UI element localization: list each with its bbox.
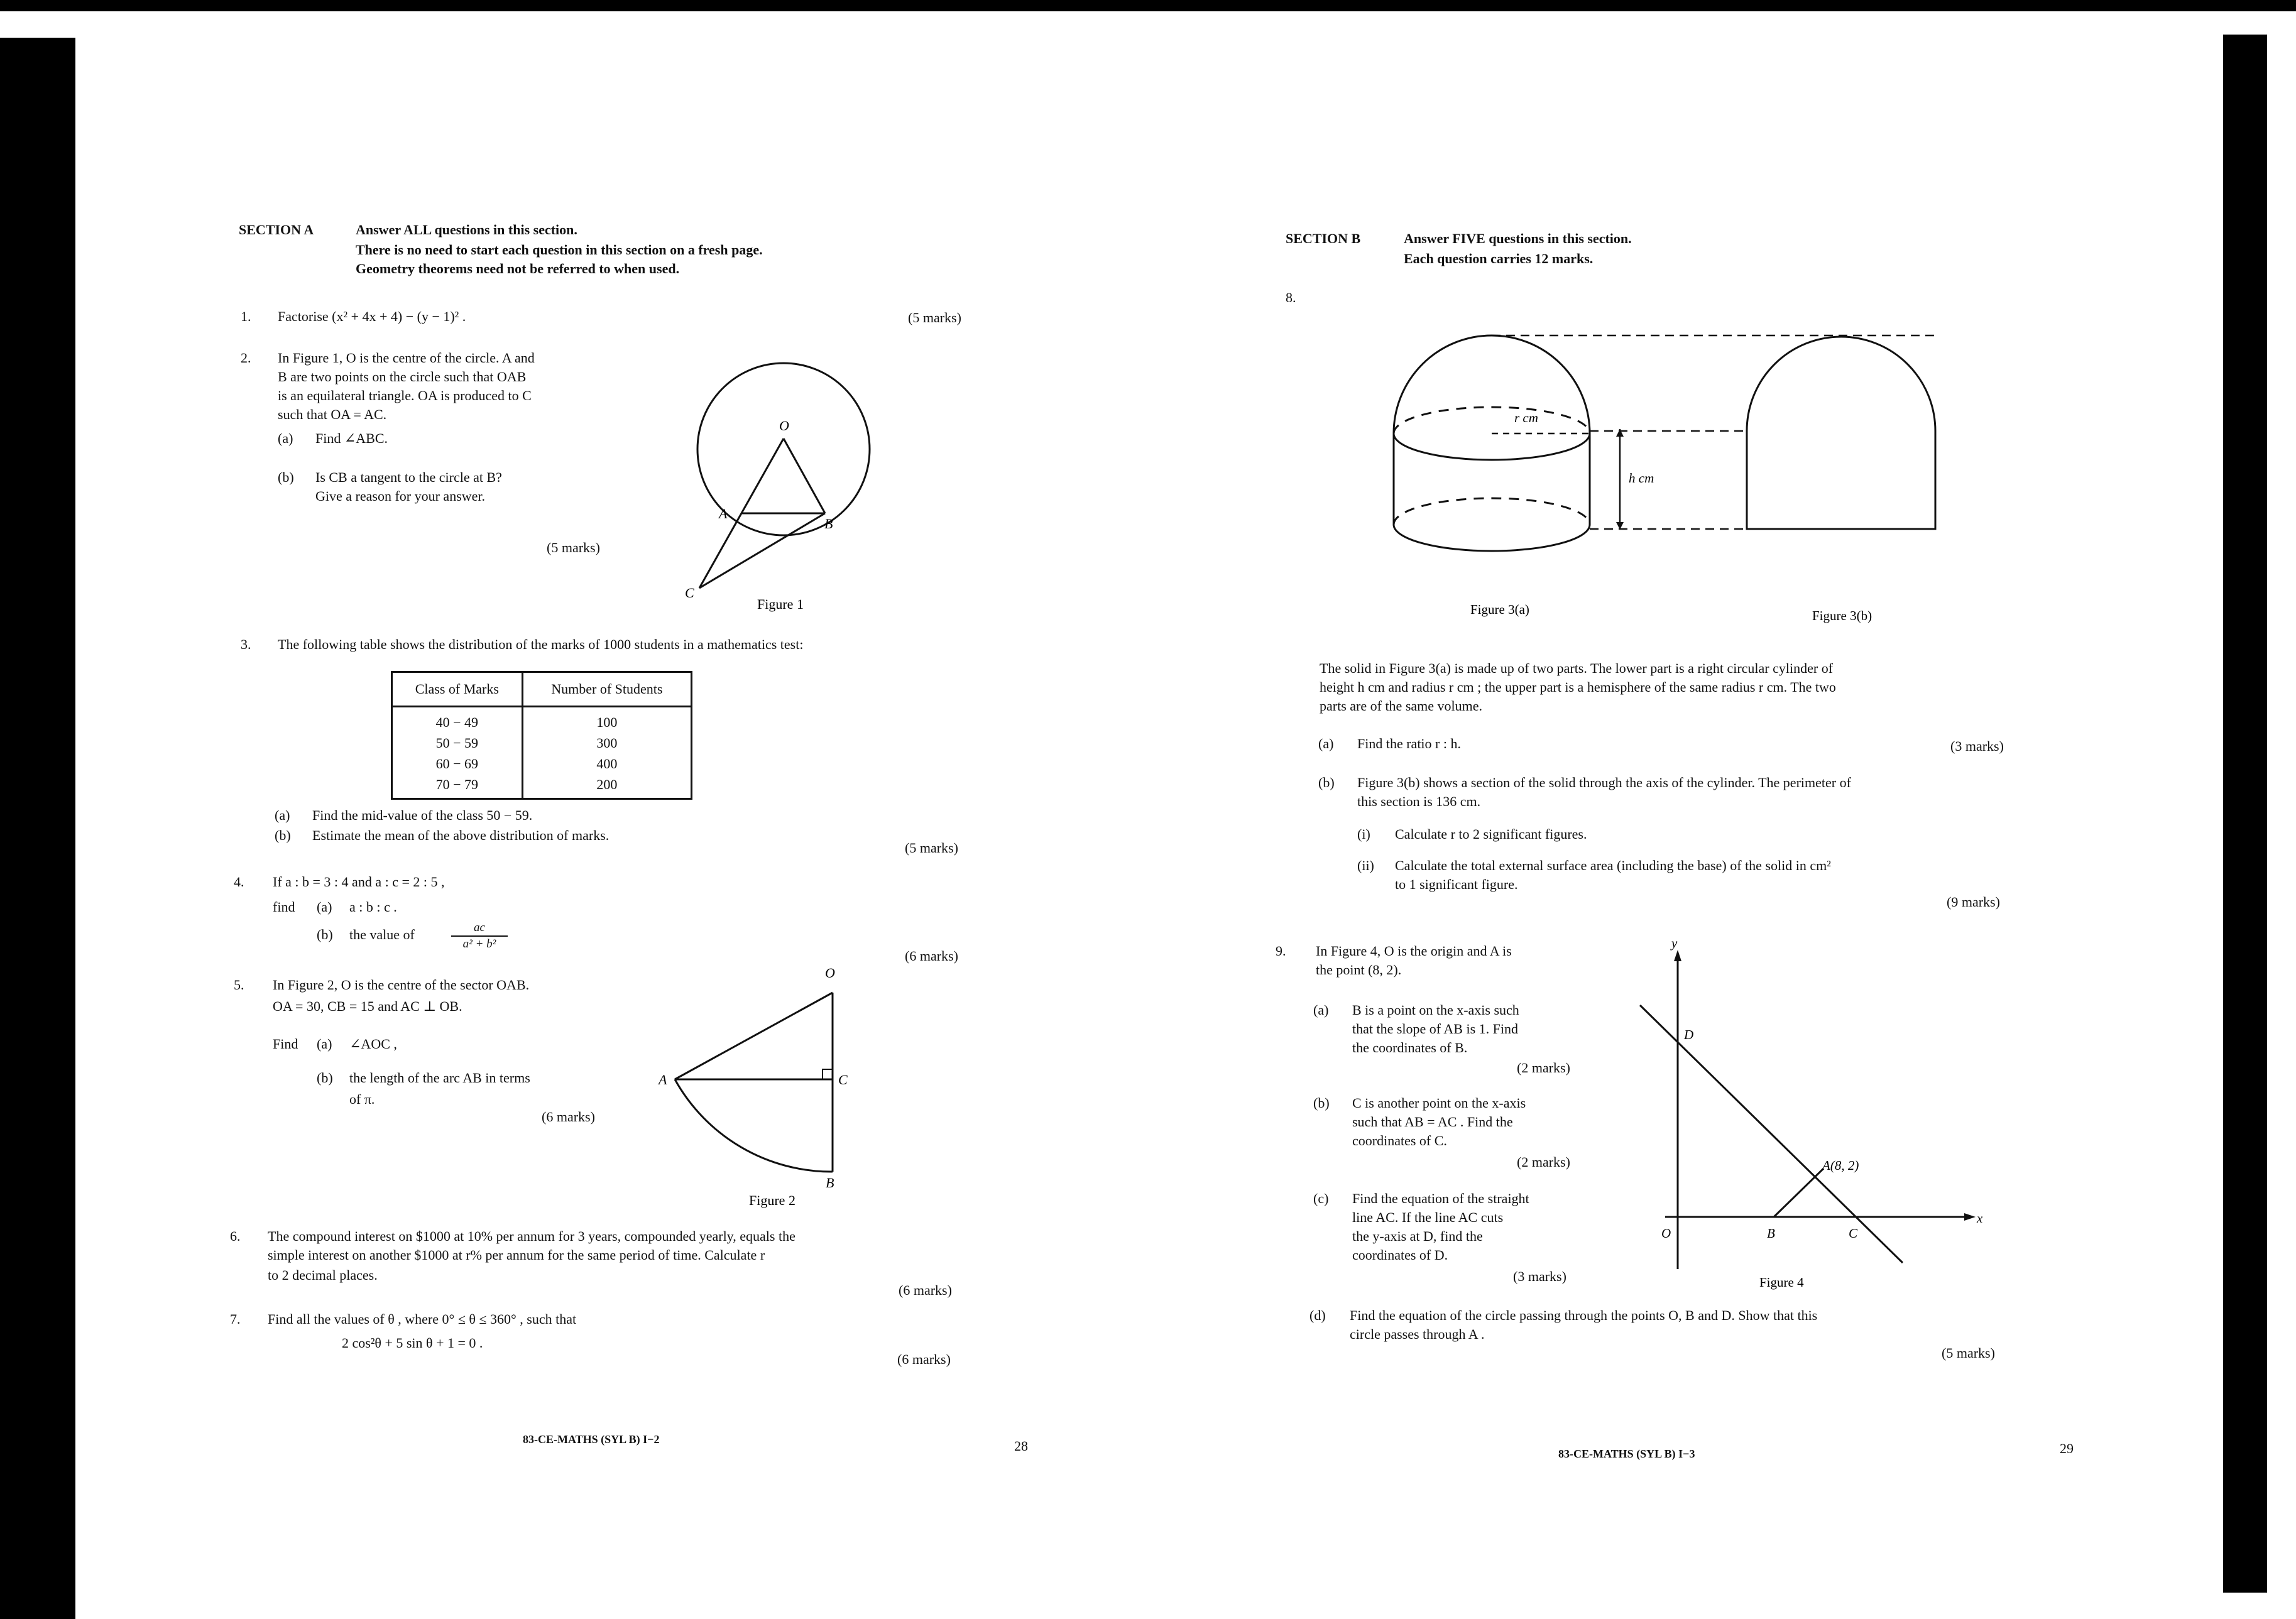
q9-part-a-line-2: that the slope of AB is 1. Find <box>1352 1021 1518 1037</box>
cross-section-outline <box>1747 337 1935 529</box>
q9-part-b-line-3: coordinates of C. <box>1352 1133 1447 1148</box>
q9-part-b-line-1: C is another point on the x-axis <box>1352 1095 1526 1111</box>
q7-number: 7. <box>230 1311 241 1327</box>
q8-part-b-label: (b) <box>1318 775 1335 790</box>
q5-line-2: OA = 30, CB = 15 and AC ⊥ OB. <box>273 998 462 1014</box>
height-label: h cm <box>1629 471 1654 486</box>
table-cell: 100 <box>522 707 691 733</box>
cylinder-base-back <box>1394 498 1590 525</box>
radius-label: r cm <box>1514 410 1538 425</box>
point-b-label: B <box>824 516 833 531</box>
q2-line-3: is an equilateral triangle. OA is produced to C <box>278 388 532 403</box>
table-cell: 50 − 59 <box>392 733 523 753</box>
q5-marks: (6 marks) <box>542 1109 595 1125</box>
q9-part-a-label: (a) <box>1313 1002 1329 1018</box>
figure-4-caption: Figure 4 <box>1759 1275 1804 1290</box>
x-axis-arrow <box>1964 1213 1976 1221</box>
q4-marks: (6 marks) <box>905 948 958 964</box>
q9-part-b-marks: (2 marks) <box>1517 1154 1570 1170</box>
q3-part-a-label: (a) <box>275 807 290 823</box>
figure-3a-caption: Figure 3(a) <box>1470 602 1529 617</box>
q9-part-c-line-3: the y-axis at D, find the <box>1352 1228 1483 1244</box>
q8-line-1: The solid in Figure 3(a) is made up of two parts. The lower part is a right circular cylinder of <box>1320 660 1834 676</box>
table-row <box>392 774 692 799</box>
q8-part-b-ii-line-2: to 1 significant figure. <box>1395 876 1518 892</box>
q5-find: Find <box>273 1036 298 1052</box>
q4-fraction <box>451 920 508 952</box>
table-row <box>392 707 692 733</box>
q1-marks: (5 marks) <box>908 310 961 325</box>
q2-part-a-text: Find ∠ABC. <box>315 430 388 446</box>
q9-part-d-line-1: Find the equation of the circle passing through the points O, B and D. Show that this <box>1350 1307 1818 1323</box>
scan-border-top <box>0 0 2296 11</box>
q9-part-c-marks: (3 marks) <box>1513 1268 1566 1284</box>
q5-number: 5. <box>234 977 244 993</box>
fraction-numerator: ac <box>451 920 508 937</box>
q9-part-c-line-2: line AC. If the line AC cuts <box>1352 1209 1504 1225</box>
segment-oa <box>741 439 784 513</box>
q4-part-a-text: a : b : c . <box>349 899 397 915</box>
figure-1-circle-diagram <box>679 349 867 625</box>
q6-number: 6. <box>230 1228 241 1244</box>
table-header-class: Class of Marks <box>392 672 523 707</box>
point-a-label: A <box>659 1072 667 1088</box>
segment-cb <box>699 513 825 588</box>
figure-3-solid-diagrams <box>1376 324 2080 631</box>
q5-part-a-label: (a) <box>317 1036 332 1052</box>
q2-part-b-line-2: Give a reason for your answer. <box>315 488 486 504</box>
figure-4-coordinate-diagram <box>1634 930 1986 1294</box>
q5-part-b-line-2: of π. <box>349 1091 375 1107</box>
q3-part-b-label: (b) <box>275 827 291 843</box>
cylinder-top-back <box>1394 407 1590 433</box>
q9-part-b-label: (b) <box>1313 1095 1330 1111</box>
scan-border-right <box>2223 35 2267 1593</box>
section-a-instruction-2: There is no need to start each question in this section on a fresh page. <box>356 242 763 258</box>
cylinder-top-front <box>1394 433 1590 460</box>
q1-text: Factorise (x² + 4x + 4) − (y − 1)² . <box>278 308 466 324</box>
figure-3b-caption: Figure 3(b) <box>1812 608 1872 623</box>
point-c-label: C <box>1849 1226 1858 1241</box>
q3-part-a-text: Find the mid-value of the class 50 − 59. <box>312 807 533 823</box>
section-b-instruction-1: Answer FIVE questions in this section. <box>1404 231 1632 246</box>
point-o-label: O <box>825 965 835 981</box>
hemisphere-outline <box>1394 335 1590 433</box>
q5-part-b-line-1: the length of the arc AB in terms <box>349 1070 530 1086</box>
y-axis-arrow <box>1674 950 1681 961</box>
q9-part-d-label: (d) <box>1309 1307 1326 1323</box>
q2-part-b-label: (b) <box>278 469 294 485</box>
point-a-label: A <box>719 506 728 521</box>
section-b-instruction-2: Each question carries 12 marks. <box>1404 251 1594 266</box>
q9-part-b-line-2: such that AB = AC . Find the <box>1352 1114 1513 1130</box>
q3-part-b-text: Estimate the mean of the above distribution of marks. <box>312 827 610 843</box>
q6-line-3: to 2 decimal places. <box>268 1267 378 1283</box>
q2-line-2: B are two points on the circle such that OAB <box>278 369 527 384</box>
table-cell: 300 <box>522 733 691 753</box>
segment-ab <box>1774 1169 1823 1217</box>
q9-part-a-line-3: the coordinates of B. <box>1352 1040 1468 1055</box>
q8-part-b-i-text: Calculate r to 2 significant figures. <box>1395 826 1587 842</box>
y-axis-label: y <box>1671 935 1678 951</box>
arc-ab <box>675 1079 833 1172</box>
q7-line-1: Find all the values of θ , where 0° ≤ θ ≤ 360° , such that <box>268 1311 577 1327</box>
figure-1-caption: Figure 1 <box>757 596 804 612</box>
q9-line-2: the point (8, 2). <box>1316 962 1402 978</box>
q4-part-a-label: (a) <box>317 899 332 915</box>
q4-find: find <box>273 899 295 915</box>
point-d-label: D <box>1684 1027 1694 1042</box>
q2-part-b-line-1: Is CB a tangent to the circle at B? <box>315 469 502 485</box>
q4-number: 4. <box>234 874 244 890</box>
point-c-label: C <box>685 585 694 601</box>
q5-part-b-label: (b) <box>317 1070 333 1086</box>
q8-part-a-label: (a) <box>1318 736 1334 751</box>
marks-distribution-table <box>391 671 692 800</box>
point-o-label: O <box>779 418 789 433</box>
left-page-number: 28 <box>1014 1438 1028 1454</box>
point-a-label: A(8, 2) <box>1822 1158 1859 1173</box>
q2-marks: (5 marks) <box>547 540 600 555</box>
radius-oa <box>675 993 833 1079</box>
q9-line-1: In Figure 4, O is the origin and A is <box>1316 943 1512 959</box>
q9-part-d-line-2: circle passes through A . <box>1350 1326 1485 1342</box>
q8-part-b-i-label: (i) <box>1357 826 1370 842</box>
q8-part-b-line-2: this section is 136 cm. <box>1357 793 1481 809</box>
table-row <box>392 733 692 753</box>
q8-line-2: height h cm and radius r cm ; the upper part is a hemisphere of the same radius r cm. The two <box>1320 679 1836 695</box>
cylinder-base-front <box>1394 525 1590 551</box>
q5-part-a-text: ∠AOC , <box>349 1036 397 1052</box>
point-b-label: B <box>826 1175 834 1191</box>
q4-line-1: If a : b = 3 : 4 and a : c = 2 : 5 , <box>273 874 445 890</box>
q6-line-1: The compound interest on $1000 at 10% per annum for 3 years, compounded yearly, equals the <box>268 1228 795 1244</box>
q4-part-b-label: (b) <box>317 927 333 942</box>
q3-marks: (5 marks) <box>905 840 958 856</box>
table-row <box>392 753 692 774</box>
point-b-label: B <box>1767 1226 1775 1241</box>
left-footer-code: 83-CE-MATHS (SYL B) I−2 <box>523 1433 660 1446</box>
table-cell: 70 − 79 <box>392 774 523 799</box>
x-axis-label: x <box>1977 1211 1983 1226</box>
q9-part-d-marks: (5 marks) <box>1942 1345 1995 1361</box>
table-cell: 400 <box>522 753 691 774</box>
q5-line-1: In Figure 2, O is the centre of the sector OAB. <box>273 977 530 993</box>
origin-label: O <box>1661 1226 1671 1241</box>
q7-marks: (6 marks) <box>897 1351 951 1367</box>
q2-number: 2. <box>241 350 251 366</box>
q8-line-3: parts are of the same volume. <box>1320 698 1483 714</box>
q3-number: 3. <box>241 636 251 652</box>
figure-2-sector-diagram <box>647 961 886 1213</box>
q4-part-b-text: the value of <box>349 927 415 942</box>
q6-marks: (6 marks) <box>899 1282 952 1298</box>
q8-part-a-text: Find the ratio r : h. <box>1357 736 1461 751</box>
q9-part-c-line-1: Find the equation of the straight <box>1352 1191 1529 1206</box>
right-footer-code: 83-CE-MATHS (SYL B) I−3 <box>1558 1447 1695 1460</box>
q6-line-2: simple interest on another $1000 at r% per annum for the same period of time. Calculate r <box>268 1247 765 1263</box>
table-header-students: Number of Students <box>522 672 691 707</box>
q9-part-a-marks: (2 marks) <box>1517 1060 1570 1076</box>
line-ac <box>1640 1005 1903 1263</box>
q3-text: The following table shows the distribution of the marks of 1000 students in a mathematics test: <box>278 636 804 652</box>
table-cell: 40 − 49 <box>392 707 523 733</box>
section-a-instruction-3: Geometry theorems need not be referred to when used. <box>356 261 680 276</box>
q2-part-a-label: (a) <box>278 430 293 446</box>
q1-number: 1. <box>241 308 251 324</box>
fraction-denominator: a² + b² <box>462 937 496 951</box>
point-c-label: C <box>838 1072 848 1088</box>
q9-part-a-line-1: B is a point on the x-axis such <box>1352 1002 1519 1018</box>
segment-ac <box>699 513 741 588</box>
q8-part-b-ii-label: (ii) <box>1357 858 1374 873</box>
section-a-instruction-1: Answer ALL questions in this section. <box>356 222 577 237</box>
q8-part-b-line-1: Figure 3(b) shows a section of the solid through the axis of the cylinder. The perimeter of <box>1357 775 1851 790</box>
section-b-label: SECTION B <box>1286 231 1361 246</box>
q9-part-c-line-4: coordinates of D. <box>1352 1247 1448 1263</box>
table-cell: 200 <box>522 774 691 799</box>
table-cell: 60 − 69 <box>392 753 523 774</box>
q7-equation: 2 cos²θ + 5 sin θ + 1 = 0 . <box>342 1335 483 1351</box>
figure-2-caption: Figure 2 <box>749 1192 795 1208</box>
right-page-number: 29 <box>2060 1441 2074 1456</box>
right-angle-mark <box>823 1069 833 1079</box>
q8-part-a-marks: (3 marks) <box>1950 738 2004 754</box>
q8-part-b-marks: (9 marks) <box>1947 894 2000 910</box>
q8-number: 8. <box>1286 290 1296 305</box>
q2-line-4: such that OA = AC. <box>278 406 387 422</box>
q9-number: 9. <box>1276 943 1286 959</box>
q8-part-b-ii-line-1: Calculate the total external surface area (including the base) of the solid in cm² <box>1395 858 1831 873</box>
section-a-label: SECTION A <box>239 222 314 237</box>
q9-part-c-label: (c) <box>1313 1191 1329 1206</box>
segment-ob <box>784 439 825 513</box>
q2-line-1: In Figure 1, O is the centre of the circle. A and <box>278 350 535 366</box>
scan-border-left <box>0 38 75 1619</box>
